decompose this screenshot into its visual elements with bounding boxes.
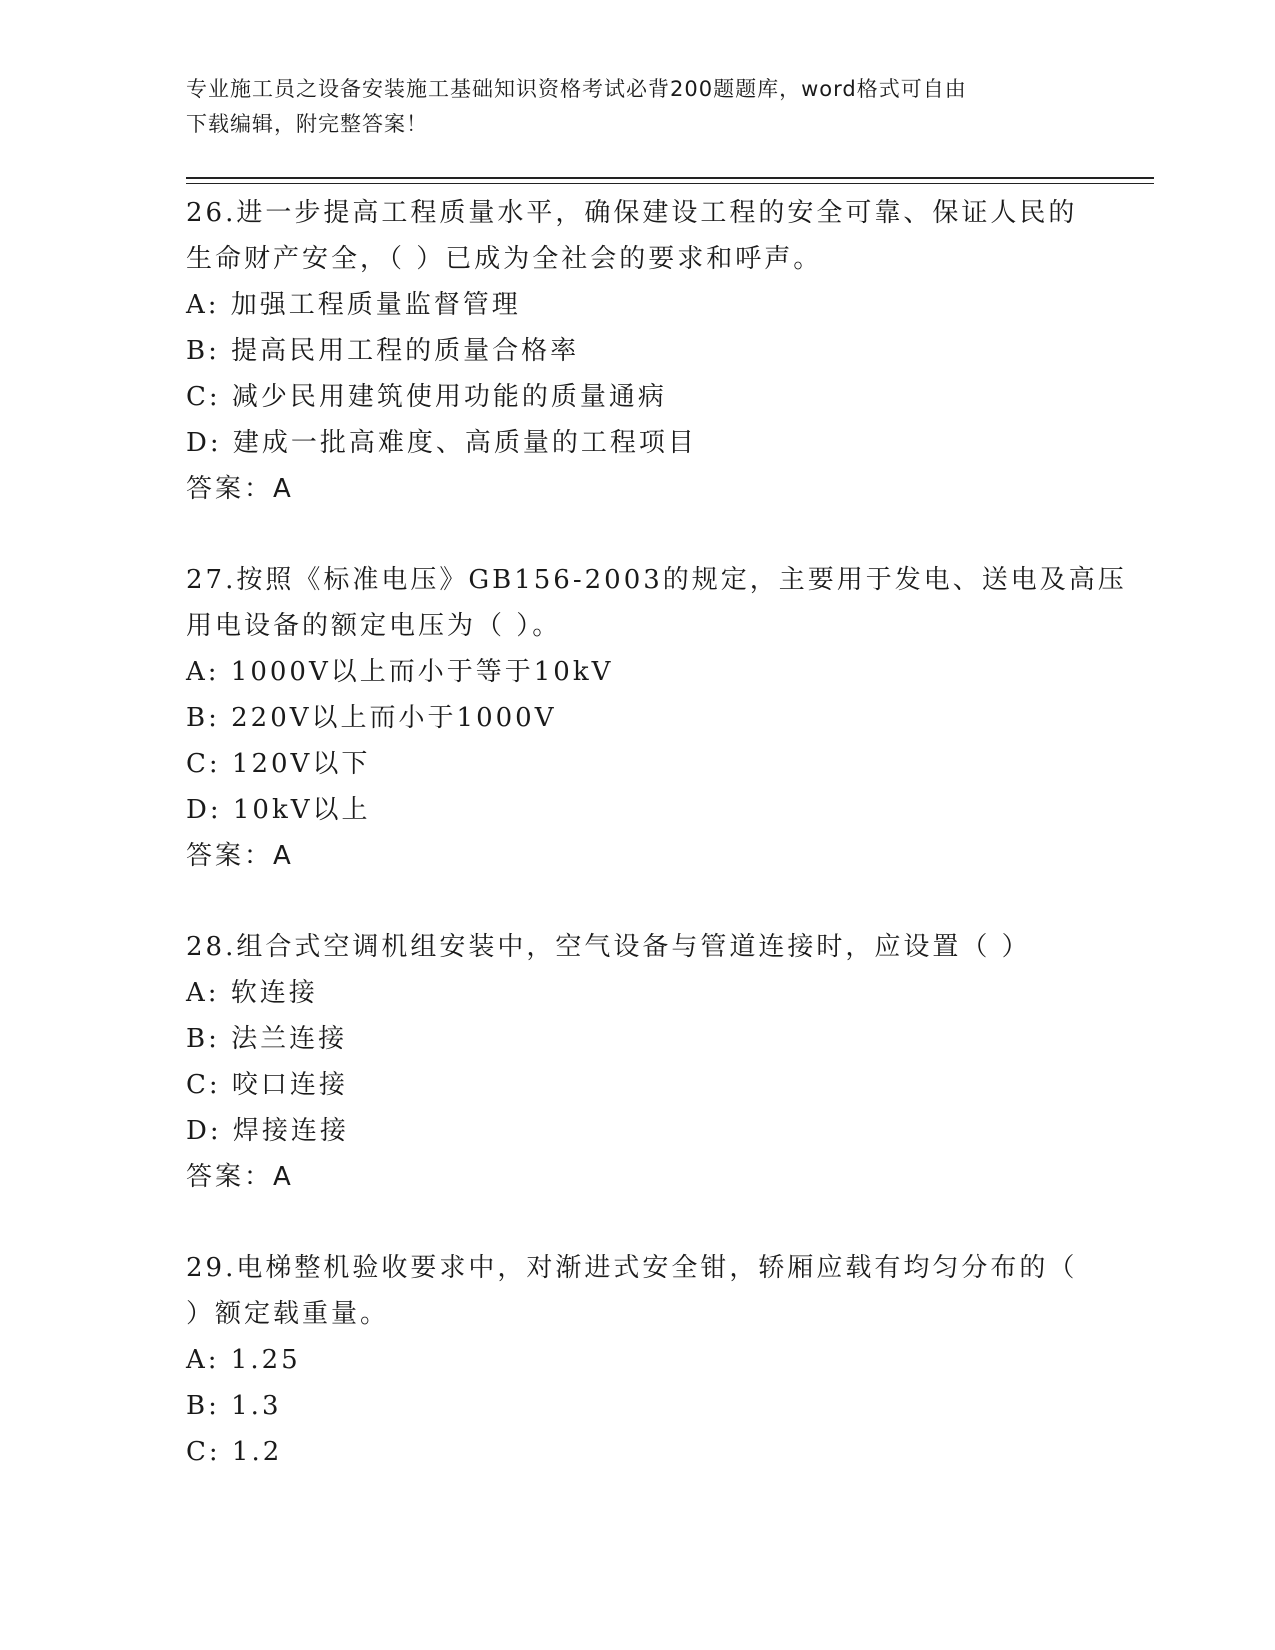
option-b: B: 220V以上而小于1000V xyxy=(186,703,557,733)
question-27 xyxy=(186,557,1127,879)
option-b: B: 提高民用工程的质量合格率 xyxy=(186,336,580,366)
option-d: D: 焊接连接 xyxy=(186,1116,349,1146)
question-stem-line: 29.电梯整机验收要求中，对渐进式安全钳，轿厢应载有均匀分布的（ xyxy=(186,1253,1078,1283)
option-d: D: 10kV以上 xyxy=(186,795,371,825)
header-line-2: 下载编辑，附完整答案！ xyxy=(186,112,428,136)
header-divider-thick xyxy=(186,177,1154,179)
question-list xyxy=(186,190,1127,1520)
option-a: A: 1.25 xyxy=(186,1345,301,1375)
question-stem-line: ）额定载重量。 xyxy=(186,1299,390,1329)
option-c: C: 减少民用建筑使用功能的质量通病 xyxy=(186,382,667,412)
header-line-1: 专业施工员之设备安装施工基础知识资格考试必背200题题库，word格式可自由 xyxy=(186,77,967,101)
option-c: C: 1.2 xyxy=(186,1437,283,1467)
answer: 答案：A xyxy=(186,474,294,504)
option-c: C: 120V以下 xyxy=(186,749,371,779)
option-a: A: 软连接 xyxy=(186,978,318,1008)
option-d: D: 建成一批高难度、高质量的工程项目 xyxy=(186,428,697,458)
answer: 答案：A xyxy=(186,841,294,871)
question-stem-line: 26.进一步提高工程质量水平，确保建设工程的安全可靠、保证人民的 xyxy=(186,198,1078,228)
question-29 xyxy=(186,1245,1106,1475)
question-stem-line: 生命财产安全，（ ）已成为全社会的要求和呼声。 xyxy=(186,244,823,274)
question-stem-line: 27.按照《标准电压》GB156-2003的规定，主要用于发电、送电及高压 xyxy=(186,565,1127,595)
question-28 xyxy=(186,924,1106,1200)
question-26 xyxy=(186,190,1106,512)
question-stem-line: 用电设备的额定电压为（ ）。 xyxy=(186,611,562,641)
option-a: A: 加强工程质量监督管理 xyxy=(186,290,521,320)
option-b: B: 法兰连接 xyxy=(186,1024,348,1054)
header-divider-thin xyxy=(186,183,1154,184)
option-a: A: 1000V以上而小于等于10kV xyxy=(186,657,614,687)
option-b: B: 1.3 xyxy=(186,1391,282,1421)
document-header xyxy=(186,72,1086,142)
question-stem-line: 28.组合式空调机组安装中，空气设备与管道连接时，应设置（ ） xyxy=(186,932,1031,962)
answer: 答案：A xyxy=(186,1162,294,1192)
option-c: C: 咬口连接 xyxy=(186,1070,348,1100)
